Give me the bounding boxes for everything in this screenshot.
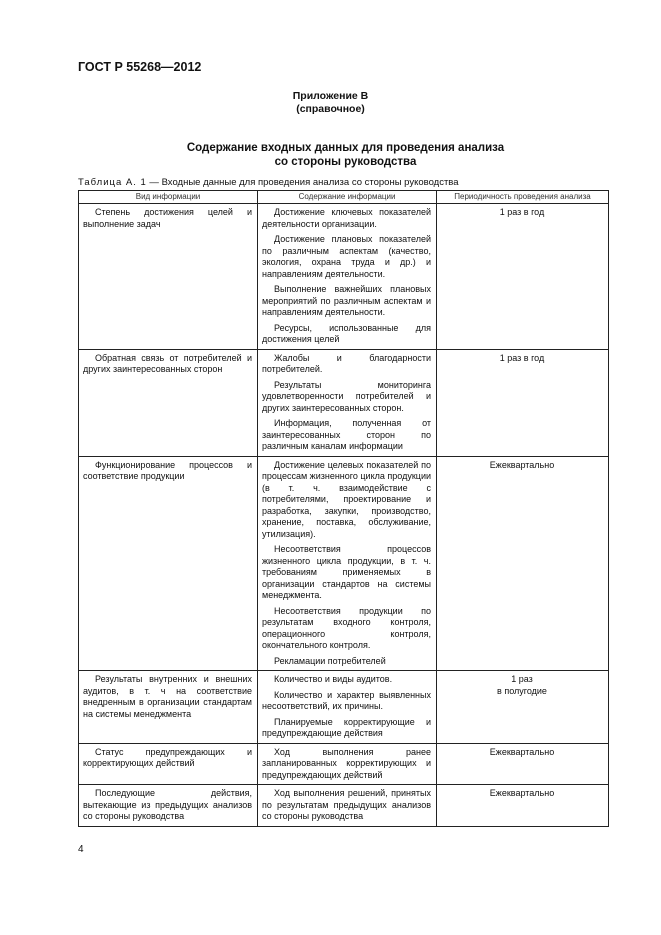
table-caption-prefix: Таблица А. 1: [78, 177, 147, 188]
cell-period: 1 раз в год: [437, 349, 609, 456]
content-item: Достижение целевых показателей по процессам жизненного цикла продукции (в т. ч. взаимодействие с потребителями, проектирование и разработка, закупки, производство, хранение, поставка, обслуживание, утилизация).: [262, 459, 431, 539]
content-item: Ход выполнения ранее запланированных корректирующих и предупреждающих действий: [262, 746, 431, 780]
appendix-label: Приложение В: [292, 90, 369, 102]
cell-period: Ежеквартально: [437, 743, 609, 785]
cell-period: 1 раз в полугодие: [437, 671, 609, 744]
cell-kind: Обратная связь от потребителей и других заинтересованных сторон: [79, 349, 258, 456]
table-row: [79, 671, 609, 744]
cell-content: [258, 671, 437, 744]
table-row: [79, 785, 609, 827]
cell-content: [258, 456, 437, 671]
table-caption: [78, 177, 459, 188]
section-title-line1: Содержание входных данных для проведения анализа: [186, 142, 505, 154]
document-header: ГОСТ Р 55268—2012: [78, 60, 202, 74]
cell-kind: Результаты внутренних и внешних аудитов, в т. ч на соответствие внедренным в организации стандартам на системы менеджмента: [79, 671, 258, 744]
content-item: Несоответствия продукции по результатам входного контроля, операционного контроля, окончательного контроля.: [262, 605, 431, 650]
content-item: Ход выполнения решений, принятых по результатам предыдущих анализов со стороны руководства: [262, 788, 431, 821]
table-row: [79, 743, 609, 785]
cell-period: Ежеквартально: [437, 456, 609, 671]
content-item: Несоответствия процессов жизненного цикла продукции, в т. ч. требованиям применяемых в организации стандартов на системы менеджмента.: [262, 544, 431, 600]
content-item: Результаты мониторинга удовлетворенности потребителей и других заинтересованных сторон.: [262, 379, 431, 413]
content-item: Жалобы и благодарности потребителей.: [262, 352, 431, 374]
cell-content: [258, 204, 437, 350]
cell-content: [258, 743, 437, 785]
content-item: Планируемые корректирующие и предупреждающие действия: [262, 716, 431, 738]
input-data-table: [78, 190, 609, 827]
cell-kind: Статус предупреждающих и корректирующих действий: [79, 743, 258, 785]
cell-content: [258, 785, 437, 827]
cell-content: [258, 349, 437, 456]
table-caption-text: — Входные данные для проведения анализа со стороны руководства: [146, 177, 459, 188]
cell-kind: Функционирование процессов и соответствие продукции: [79, 456, 258, 671]
page-number: 4: [78, 844, 84, 855]
content-item: Количество и характер выявленных несоответствий, их причины.: [262, 689, 431, 711]
table-row: [79, 456, 609, 671]
cell-kind: Последующие действия, вытекающие из предыдущих анализов со стороны руководства: [79, 785, 258, 827]
content-item: Достижение плановых показателей по различным аспектам (качество, экология, охрана труда и др.) и направлениям деятельности.: [262, 234, 431, 279]
section-title-line2: со стороны руководства: [274, 156, 417, 168]
column-header-kind: Вид информации: [79, 191, 258, 204]
content-item: Информация, полученная от заинтересованных сторон по различным каналам информации: [262, 418, 431, 451]
cell-kind: Степень достижения целей и выполнение задач: [79, 204, 258, 350]
content-item: Выполнение важнейших плановых мероприятий по различным аспектам и направлениям деятельности.: [262, 284, 431, 317]
column-header-content: Содержание информации: [258, 191, 437, 204]
table-header-row: [79, 191, 609, 204]
cell-period: 1 раз в год: [437, 204, 609, 350]
cell-period: Ежеквартально: [437, 785, 609, 827]
content-item: Достижение ключевых показателей деятельности организации.: [262, 207, 431, 229]
content-item: Количество и виды аудитов.: [274, 674, 393, 684]
column-header-period: Периодичность проведения анализа: [437, 191, 609, 204]
content-item: Ресурсы, использованные для достижения целей: [262, 322, 431, 344]
table-row: [79, 349, 609, 456]
table-row: [79, 204, 609, 350]
appendix-type: (справочное): [296, 103, 365, 115]
content-item: Рекламации потребителей: [274, 655, 386, 666]
